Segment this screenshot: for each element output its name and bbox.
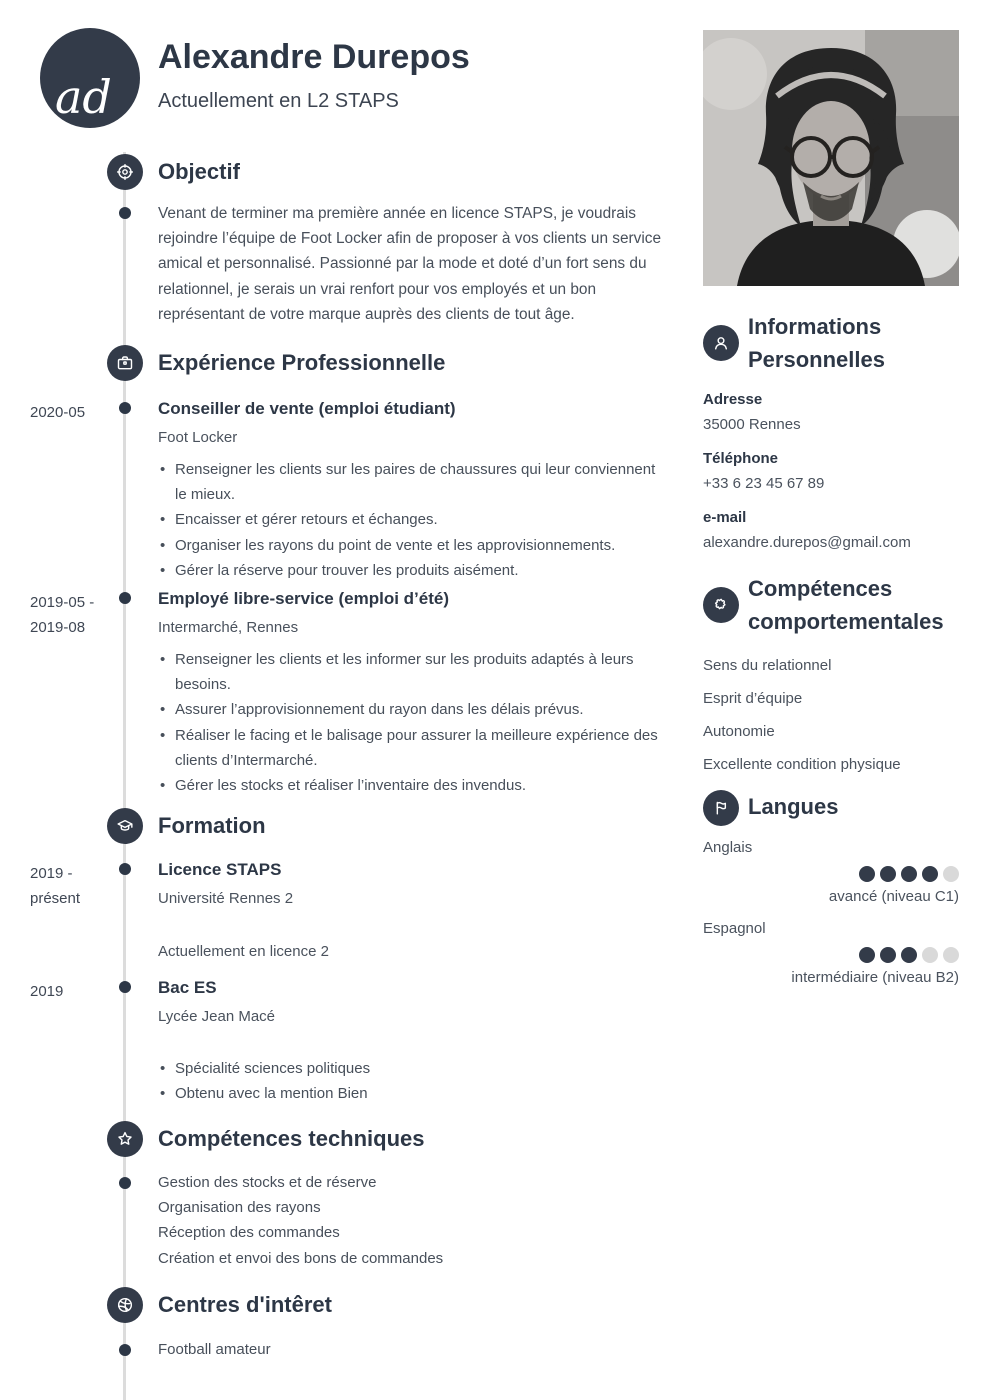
language-level-dot xyxy=(901,947,917,963)
skill-item: Gestion des stocks et de réserve xyxy=(158,1174,377,1191)
language-level-dot xyxy=(901,866,917,882)
experience-entry xyxy=(30,397,700,583)
school-name: Lycée Jean Macé xyxy=(158,1008,276,1025)
language-level-dots xyxy=(703,947,959,963)
section-formation xyxy=(0,804,700,1106)
language-item xyxy=(703,918,959,988)
target-icon xyxy=(107,154,143,190)
education-entry xyxy=(30,858,700,962)
language-name: Espagnol xyxy=(703,920,766,937)
entry-dates: 2019 xyxy=(30,983,64,1000)
profile-photo xyxy=(703,30,959,286)
language-level-dot xyxy=(922,947,938,963)
page-title: Alexandre Durepos xyxy=(158,38,470,76)
job-company: Intermarché, Rennes xyxy=(158,619,299,637)
skill-item: Création et envoi des bons de commandes xyxy=(158,1249,444,1267)
skill-item: Organisation des rayons xyxy=(158,1199,321,1217)
bullet-item: • Encaisser et gérer retours et échanges. xyxy=(158,507,664,532)
bullet-item: • Organiser les rayons du point de vente et les approvisionnements. xyxy=(158,533,664,558)
section-heading: Centres d'intêret xyxy=(158,1292,332,1317)
section-skills xyxy=(0,1117,700,1271)
person-icon xyxy=(703,325,739,361)
section-objectif xyxy=(0,150,700,327)
bullet-item: • Renseigner les clients et les informer sur les produits adaptés à leurs besoins. xyxy=(158,647,664,697)
bullet-item: • Spécialité sciences politiques xyxy=(158,1056,664,1081)
entry-dates: 2020-05 xyxy=(30,404,86,421)
bullet-item: • Réaliser le facing et le balisage pour assurer la meilleure expérience des clients d’Intermarché. xyxy=(158,723,664,773)
field-label: e-mail xyxy=(703,509,747,526)
language-level-dot xyxy=(922,866,938,882)
contact-field xyxy=(703,448,959,495)
degree-title: Licence STAPS xyxy=(158,860,282,879)
sidebar-languages xyxy=(703,790,959,999)
section-heading: Objectif xyxy=(158,159,240,184)
language-level-dot xyxy=(880,866,896,882)
skill-item: Réception des commandes xyxy=(158,1224,340,1242)
interests-list xyxy=(158,1337,700,1362)
bullet-item: • Gérer la réserve pour trouver les produits aisément. xyxy=(158,558,664,583)
bullet-item: • Renseigner les clients sur les paires de chaussures qui leur conviennent le mieux. xyxy=(158,457,664,507)
bullet-item: • Gérer les stocks et réaliser l’inventaire des invendus. xyxy=(158,773,664,798)
soft-skill-item: Sens du relationnel xyxy=(703,657,832,674)
timeline-dot xyxy=(119,863,131,875)
section-interests xyxy=(0,1283,700,1362)
sidebar-heading: Compétences comportementales xyxy=(748,576,944,634)
contact-field xyxy=(703,389,959,436)
star-icon xyxy=(107,1121,143,1157)
sidebar-heading: Informations Personnelles xyxy=(748,314,885,372)
briefcase-icon xyxy=(107,345,143,381)
education-entry xyxy=(30,976,700,1106)
language-level-dot xyxy=(859,866,875,882)
bullet-item: • Assurer l’approvisionnement du rayon dans les délais prévus. xyxy=(158,697,664,722)
basketball-icon xyxy=(107,1287,143,1323)
section-experience xyxy=(0,341,700,798)
language-level-text: avancé (niveau C1) xyxy=(828,888,959,905)
job-title: Conseiller de vente (emploi étudiant) xyxy=(158,399,456,418)
objectif-text: Venant de terminer ma première année en licence STAPS, je voudrais rejoindre l’équipe de Foot Locker afin de proposer à vos clients un service amical et personnalisé. Passionné par la mode et doté d’un fort sens du relationnel, je serais un vrai renfort pour vos employés et un bon représentant de votre marque auprès des clients de tout âge. xyxy=(158,201,662,327)
degree-bullets xyxy=(158,1056,664,1106)
school-name: Université Rennes 2 xyxy=(158,890,294,907)
sidebar-personal-info xyxy=(703,310,959,566)
language-item xyxy=(703,837,959,907)
puzzle-icon xyxy=(703,587,739,623)
field-value: +33 6 23 45 67 89 xyxy=(703,475,825,492)
timeline-dot xyxy=(119,592,131,604)
language-level-dot xyxy=(880,947,896,963)
degree-note: Actuellement en licence 2 xyxy=(158,943,329,960)
language-name: Anglais xyxy=(703,839,753,856)
degree-title: Bac ES xyxy=(158,978,217,997)
interest-item: Football amateur xyxy=(158,1341,271,1358)
job-bullets xyxy=(158,457,664,583)
field-value: alexandre.durepos@gmail.com xyxy=(703,534,911,551)
field-value: 35000 Rennes xyxy=(703,416,801,433)
language-level-dot xyxy=(859,947,875,963)
entry-dates: 2019 - présent xyxy=(30,865,81,907)
language-level-text: intermédiaire (niveau B2) xyxy=(791,969,959,986)
avatar-monogram: ad xyxy=(55,70,112,124)
soft-skill-item: Excellente condition physique xyxy=(703,756,901,773)
avatar xyxy=(40,28,140,128)
section-heading: Expérience Professionnelle xyxy=(158,350,446,375)
timeline-dot xyxy=(119,981,131,993)
soft-skill-item: Autonomie xyxy=(703,723,775,740)
entry-dates: 2019-05 - 2019-08 xyxy=(30,594,95,637)
skills-list xyxy=(158,1170,700,1271)
language-level-dot xyxy=(943,866,959,882)
section-heading: Formation xyxy=(158,813,266,838)
job-bullets xyxy=(158,647,664,798)
graduation-cap-icon xyxy=(107,808,143,844)
timeline-dot xyxy=(119,1177,131,1189)
job-title: Employé libre-service (emploi d’été) xyxy=(158,589,449,609)
job-company: Foot Locker xyxy=(158,429,238,446)
flag-icon xyxy=(703,790,739,826)
portrait-illustration xyxy=(703,30,959,286)
field-label: Téléphone xyxy=(703,450,779,467)
timeline-dot xyxy=(119,402,131,414)
bullet-item: • Obtenu avec la mention Bien xyxy=(158,1081,664,1106)
language-level-dot xyxy=(943,947,959,963)
soft-skill-item: Esprit d’équipe xyxy=(703,690,803,707)
field-label: Adresse xyxy=(703,391,763,408)
sidebar-soft-skills xyxy=(703,572,959,781)
language-level-dots xyxy=(703,866,959,882)
timeline-dot xyxy=(119,1344,131,1356)
sidebar-heading: Langues xyxy=(748,794,839,819)
job-subtitle: Actuellement en L2 STAPS xyxy=(158,90,399,112)
experience-entry xyxy=(30,587,700,798)
section-heading: Compétences techniques xyxy=(158,1126,425,1151)
timeline-dot xyxy=(119,207,131,219)
contact-field xyxy=(703,507,959,554)
